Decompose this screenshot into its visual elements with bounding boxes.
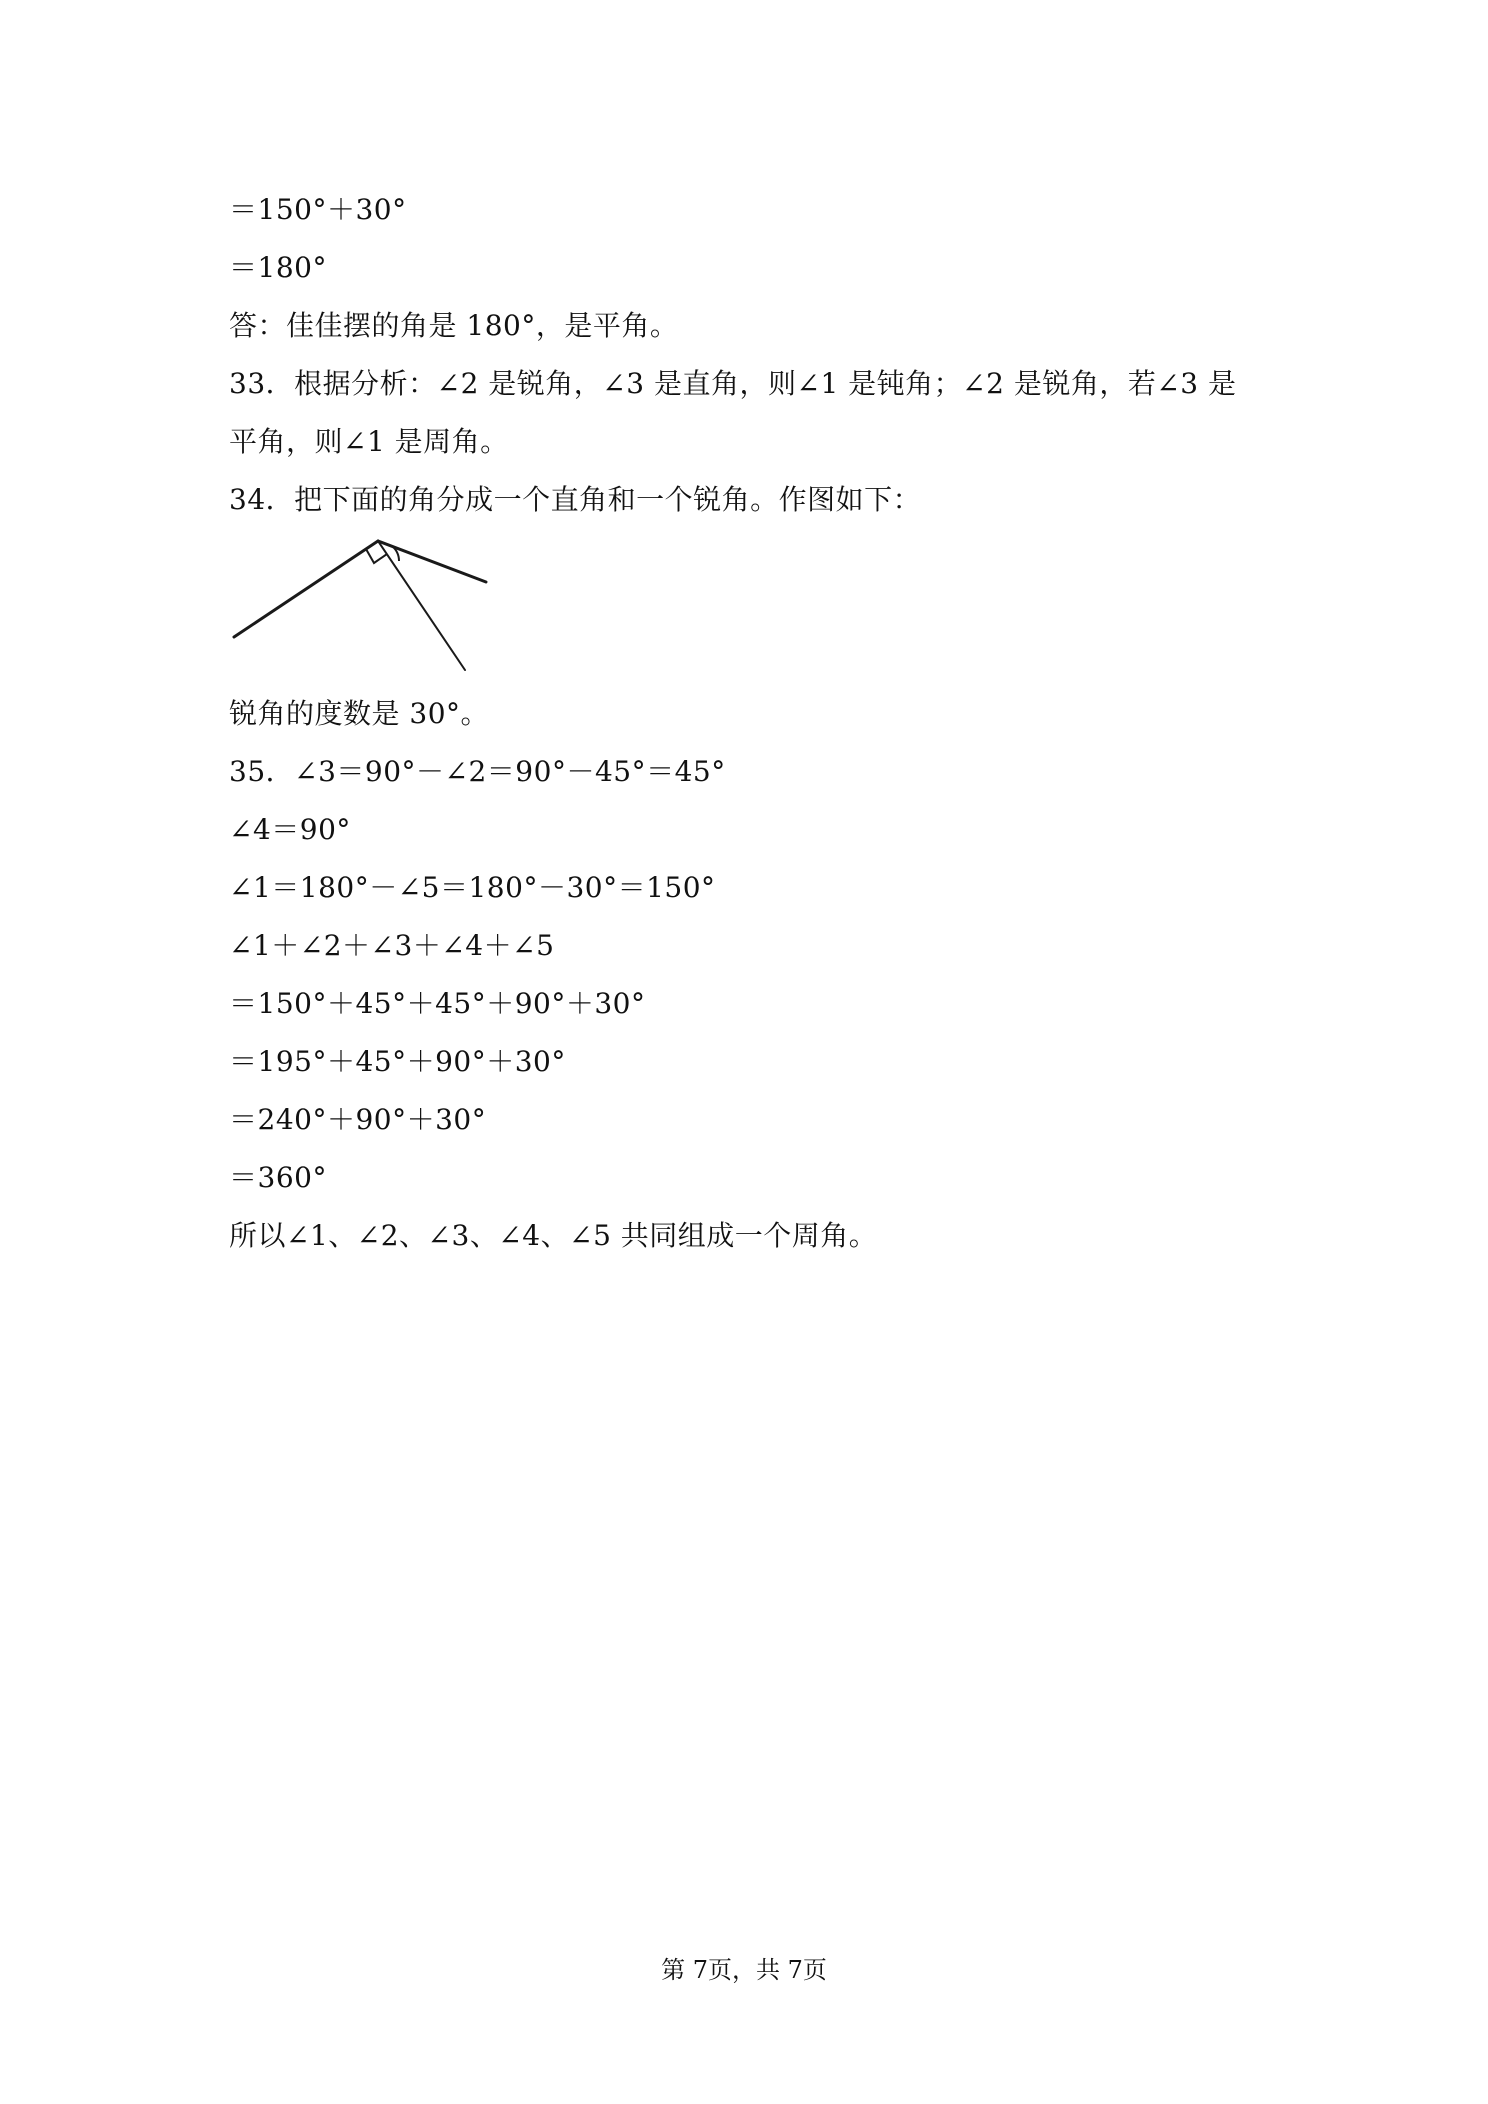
angle-left-arm xyxy=(234,541,378,637)
angle-diagram xyxy=(229,532,499,682)
question-35-line-6: ＝195°＋45°＋90°＋30° xyxy=(229,1045,566,1078)
question-35-line-4: ∠1＋∠2＋∠3＋∠4＋∠5 xyxy=(229,929,555,962)
question-35-line-7: ＝240°＋90°＋30° xyxy=(229,1103,487,1136)
question-35-line-1: 35．∠3＝90°－∠2＝90°－45°＝45° xyxy=(229,755,726,788)
question-33-line-1: 33．根据分析：∠2 是锐角，∠3 是直角，则∠1 是钝角；∠2 是锐角，若∠3 是 xyxy=(229,367,1237,400)
question-34-result: 锐角的度数是 30°。 xyxy=(229,697,490,730)
question-35-line-3: ∠1＝180°－∠5＝180°－30°＝150° xyxy=(229,871,716,904)
question-33-line-2: 平角，则∠1 是周角。 xyxy=(229,425,509,458)
answer-line: 答：佳佳摆的角是 180°，是平角。 xyxy=(229,309,679,342)
question-34-line: 34．把下面的角分成一个直角和一个锐角。作图如下： xyxy=(229,483,922,516)
solution-line-2: ＝180° xyxy=(229,251,327,284)
question-35-line-5: ＝150°＋45°＋45°＋90°＋30° xyxy=(229,987,646,1020)
dividing-ray xyxy=(378,541,465,670)
solution-line-1: ＝150°＋30° xyxy=(229,193,407,226)
question-35-line-8: ＝360° xyxy=(229,1161,327,1194)
page-footer: 第 7页，共 7页 xyxy=(661,1956,827,1984)
angle-diagram-svg xyxy=(229,532,499,682)
question-35-conclusion: 所以∠1、∠2、∠3、∠4、∠5 共同组成一个周角。 xyxy=(229,1219,878,1252)
question-35-line-2: ∠4＝90° xyxy=(229,813,351,846)
